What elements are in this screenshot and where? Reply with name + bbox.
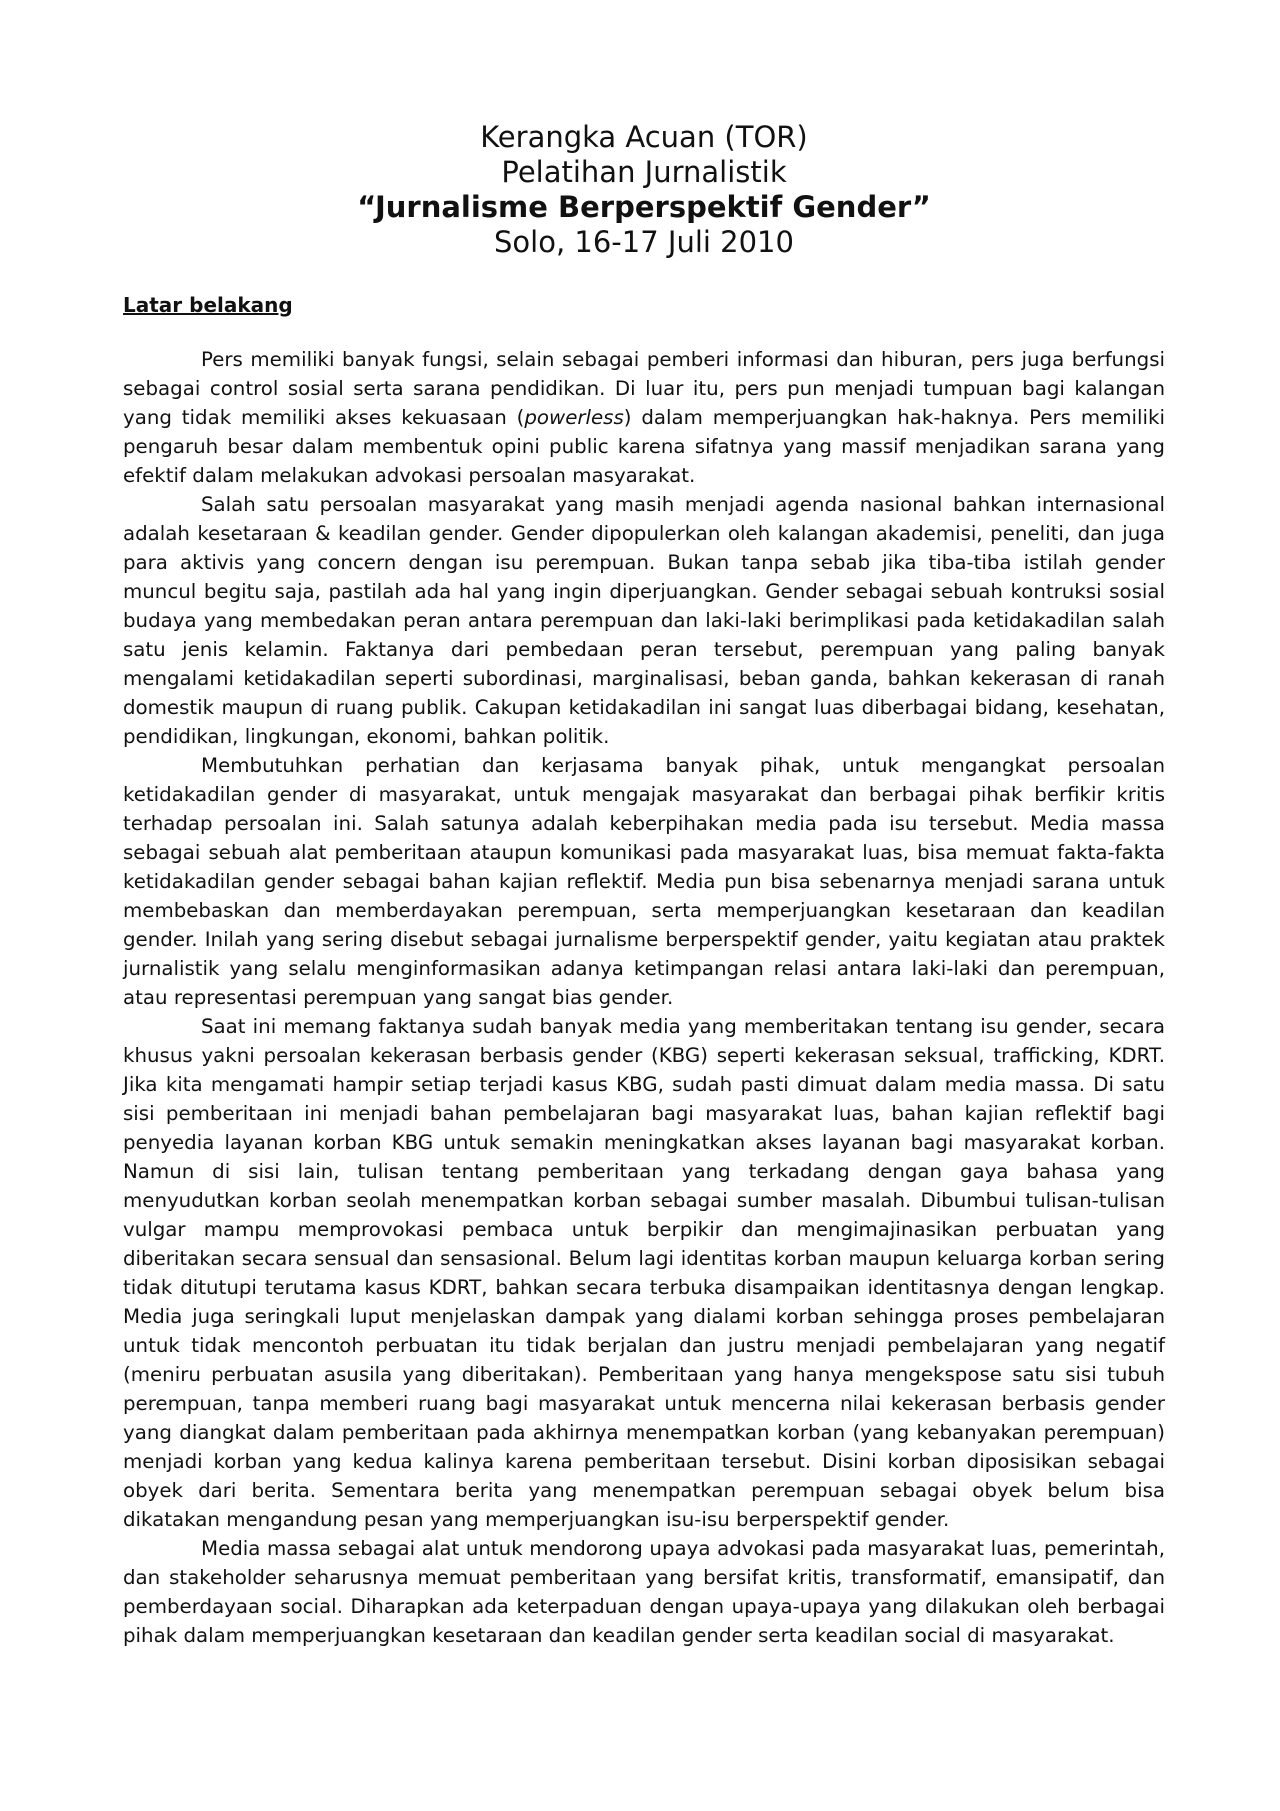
section-heading-background: Latar belakang (123, 293, 293, 317)
paragraph-1 (123, 345, 1165, 490)
paragraph-1-part-b: ) dalam memperjuangkan hak-haknya. Pers memiliki pengaruh besar dalam membentuk opini public karena sifatnya yang massif menjadikan sarana yang efektif dalam melakukan advokasi persoalan masyarakat. (123, 406, 1165, 487)
paragraph-1-part-a: Pers memiliki banyak fungsi, selain sebagai pemberi informasi dan hiburan, pers juga berfungsi sebagai control sosial serta sarana pendidikan. Di luar itu, pers pun menjadi tumpuan bagi kalangan yang tidak memiliki akses kekuasaan ( (123, 348, 1165, 429)
paragraph-5: Media massa sebagai alat untuk mendorong upaya advokasi pada masyarakat luas, pemerintah, dan stakeholder seharusnya memuat pemberitaan yang bersifat kritis, transformatif, emansipatif, dan pemberdayaan social. Diharapkan ada keterpaduan dengan upaya-upaya yang dilakukan oleh berbagai pihak dalam memperjuangkan kesetaraan dan keadilan gender serta keadilan social di masyarakat. (123, 1537, 1165, 1647)
title-line-training: Pelatihan Jurnalistik (501, 155, 787, 189)
paragraph-4: Saat ini memang faktanya sudah banyak media yang memberitakan tentang isu gender, secara khusus yakni persoalan kekerasan berbasis gender (KBG) seperti kekerasan seksual, trafficking, KDRT. Jika kita mengamati hampir setiap terjadi kasus KBG, sudah pasti dimuat dalam media massa. Di satu sisi pemberitaan ini menjadi bahan pembelajaran bagi masyarakat luas, bahan kajian reflektif bagi penyedia layanan korban KBG untuk semakin meningkatkan akses layanan bagi masyarakat korban. Namun di sisi lain, tulisan tentang pemberitaan yang terkadang dengan gaya bahasa yang menyudutkan korban seolah menempatkan korban sebagai sumber masalah. Dibumbui tulisan-tulisan vulgar mampu memprovokasi pembaca untuk berpikir dan mengimajinasikan perbuatan yang diberitakan secara sensual dan sensasional. Belum lagi identitas korban maupun keluarga korban sering tidak ditutupi terutama kasus KDRT, bahkan secara terbuka disampaikan identitasnya dengan lengkap. Media juga seringkali luput menjelaskan dampak yang dialami korban sehingga proses pembelajaran untuk tidak mencontoh perbuatan itu tidak berjalan dan justru menjadi pembelajaran yang negatif (meniru perbuatan asusila yang diberitakan). Pemberitaan yang hanya mengekspose satu sisi tubuh perempuan, tanpa memberi ruang bagi masyarakat untuk mencerna nilai kekerasan berbasis gender yang diangkat dalam pemberitaan pada akhirnya menempatkan korban (yang kebanyakan perempuan) menjadi korban yang kedua kalinya karena pemberitaan tersebut. Disini korban diposisikan sebagai obyek dari berita. Sementara berita yang menempatkan perempuan sebagai obyek belum bisa dikatakan mengandung pesan yang memperjuangkan isu-isu berperspektif gender. (123, 1015, 1165, 1531)
paragraph-1-italic-term: powerless (524, 406, 624, 429)
document-body (123, 345, 1165, 1650)
paragraph-2: Salah satu persoalan masyarakat yang masih menjadi agenda nasional bahkan internasional adalah kesetaraan & keadilan gender. Gender dipopulerkan oleh kalangan akademisi, peneliti, dan juga para aktivis yang concern dengan isu perempuan. Bukan tanpa sebab jika tiba-tiba istilah gender muncul begitu saja, pastilah ada hal yang ingin diperjuangkan. Gender sebagai sebuah kontruksi sosial budaya yang membedakan peran antara perempuan dan laki-laki berimplikasi pada ketidakadilan salah satu jenis kelamin. Faktanya dari pembedaan peran tersebut, perempuan yang paling banyak mengalami ketidakadilan seperti subordinasi, marginalisasi, beban ganda, bahkan kekerasan di ranah domestik maupun di ruang publik. Cakupan ketidakadilan ini sangat luas diberbagai bidang, kesehatan, pendidikan, lingkungan, ekonomi, bahkan politik. (123, 493, 1165, 748)
title-line-theme: “Jurnalisme Berperspektif Gender” (357, 190, 931, 224)
title-line-place-date: Solo, 16-17 Juli 2010 (494, 225, 794, 259)
document-title-block (123, 120, 1165, 260)
paragraph-3: Membutuhkan perhatian dan kerjasama banyak pihak, untuk mengangkat persoalan ketidakadilan gender di masyarakat, untuk mengajak masyarakat dan berbagai pihak berfikir kritis terhadap persoalan ini. Salah satunya adalah keberpihakan media pada isu tersebut. Media massa sebagai sebuah alat pemberitaan ataupun komunikasi pada masyarakat luas, bisa memuat fakta-fakta ketidakadilan gender sebagai bahan kajian reflektif. Media pun bisa sebenarnya menjadi sarana untuk membebaskan dan memberdayakan perempuan, serta memperjuangkan kesetaraan dan keadilan gender. Inilah yang sering disebut sebagai jurnalisme berperspektif gender, yaitu kegiatan atau praktek jurnalistik yang selalu menginformasikan adanya ketimpangan relasi antara laki-laki dan perempuan, atau representasi perempuan yang sangat bias gender. (123, 754, 1165, 1009)
document-page (123, 120, 1165, 1650)
title-line-tor: Kerangka Acuan (TOR) (480, 120, 808, 154)
